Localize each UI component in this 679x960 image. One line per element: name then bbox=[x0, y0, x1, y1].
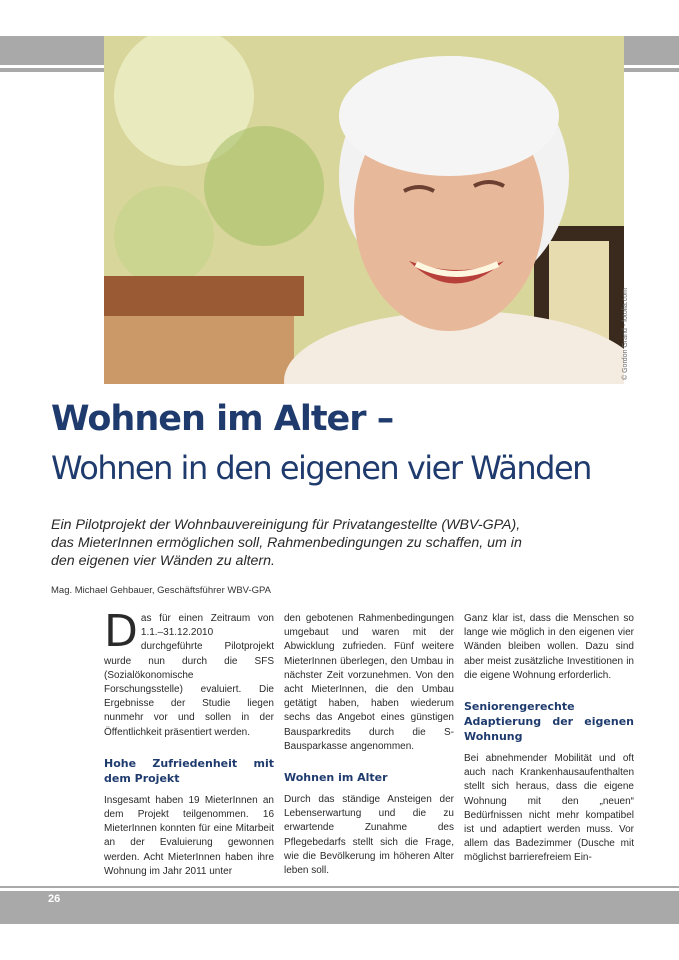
paragraph bbox=[104, 606, 274, 740]
portrait-illustration bbox=[104, 36, 624, 384]
paragraph-text: as für einen Zeitraum von 1.1.–31.12.2010 durchgeführte Pilotprojekt wurde nun durch die SFS (Sozialökonomische Forschungsstelle) evaluiert. Die Ergebnisse der Studie liegen nunmehr vor und sollen in der Öffentlichkeit präsentiert werden. bbox=[104, 613, 274, 738]
paragraph: Durch das ständige Ansteigen der Lebenserwartung und die zu erwartende Zunahme des Pflegebedarfs stellt sich die Frage, wie die Bevölkerung im höheren Alter leben soll. bbox=[284, 794, 454, 877]
headline: Wohnen im Alter – bbox=[51, 399, 394, 439]
hero-photo bbox=[104, 36, 624, 384]
paragraph: Ganz klar ist, dass die Menschen so lange wie möglich in den eigenen vier Wänden bleiben wollen. Dazu sind aber meist zusätzliche Investitionen in die eigene Wohnung erforderlich. bbox=[464, 613, 634, 681]
paragraph: den gebotenen Rahmenbedingungen umgebaut und waren mit der Abwicklung zufrieden. Fünf weitere MieterInnen überlegen, den Umbau in nächster Zeit vorzunehmen. Von den acht MieterInnen, die den Umbau getätigt haben, haben wiederum sechs das Angebot eines günstigen Bausparkredits durch die S-Bausparkasse angenommen. bbox=[284, 613, 454, 752]
lead-paragraph: Ein Pilotprojekt der Wohnbauvereinigung für Privatangestellte (WBV-GPA), das MieterInnen ermöglichen soll, Rahmenbedingungen zu schaffen, um in den eigenen vier Wänden zu altern. bbox=[51, 517, 522, 569]
author-line: Mag. Michael Gehbauer, Geschäftsführer WBV-GPA bbox=[51, 585, 272, 596]
page-number: 26 bbox=[48, 893, 61, 905]
subheadline: Wohnen in den eigenen vier Wänden bbox=[51, 449, 591, 487]
column-1 bbox=[104, 606, 274, 879]
section-heading: Seniorengerechte Adaptierung der eigenen Wohnung bbox=[464, 700, 634, 744]
section-heading: Hohe Zufriedenheit mit dem Projekt bbox=[104, 756, 274, 785]
photo-credit: © Gordon Grand - fotolia.com bbox=[622, 288, 629, 380]
paragraph: Bei abnehmender Mobilität und oft auch nach Krankenhausaufenthalten stellt sich heraus, dass die eigene Wohnung mit den „neuen“ Bedürfnissen nicht mehr kompatibel ist und adaptiert werden muss. Vor allem das Badezimmer (Dusche mit möglichst barrierefreiem Ein- bbox=[464, 753, 634, 864]
footer-rule bbox=[0, 888, 679, 891]
section-heading: Wohnen im Alter bbox=[284, 771, 388, 785]
paragraph: Insgesamt haben 19 MieterInnen an dem Projekt teilgenommen. 16 MieterInnen konnten für eine Mitarbeit an der Evaluierung gewonnen werden. Acht MieterInnen haben ihre Wohnung im Jahr 2011 unter bbox=[104, 794, 274, 877]
column-3 bbox=[464, 612, 634, 866]
footer-band bbox=[0, 886, 679, 924]
drop-cap: D bbox=[104, 606, 138, 657]
column-2 bbox=[284, 612, 454, 878]
